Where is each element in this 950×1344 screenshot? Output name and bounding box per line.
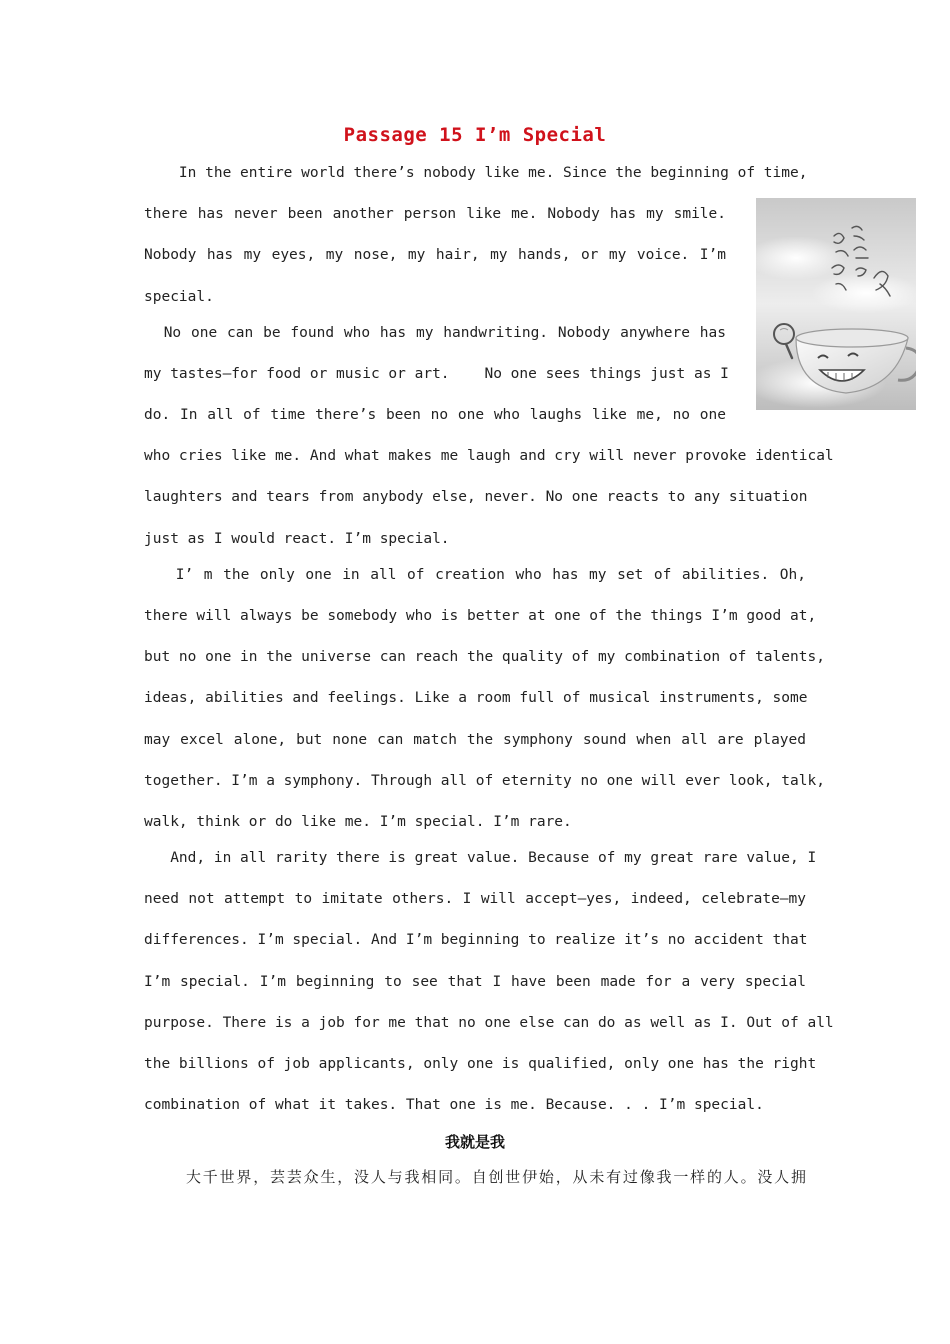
passage-line: purpose. There is a job for me that no one else can do as well as I. Out of all bbox=[144, 1015, 834, 1031]
passage-line: Nobody has my eyes, my nose, my hair, my hands, or my voice. I’m bbox=[144, 247, 726, 263]
passage-title: Passage 15 I’m Special bbox=[343, 124, 607, 146]
passage-line: the billions of job applicants, only one is qualified, only one has the right bbox=[144, 1056, 817, 1072]
passage-line: just as I would react. I’m special. bbox=[144, 531, 450, 547]
passage-line: combination of what it takes. That one is me. Because. . . I’m special. bbox=[144, 1097, 764, 1113]
smiling-cup-illustration-icon bbox=[756, 198, 916, 410]
passage-line: do. In all of time there’s been no one who laughs like me, no one bbox=[144, 407, 726, 423]
chinese-title: 我就是我 bbox=[444, 1133, 505, 1151]
passage-line: walk, think or do like me. I’m special. I’m rare. bbox=[144, 814, 572, 830]
passage-line: but no one in the universe can reach the quality of my combination of talents, bbox=[144, 649, 825, 665]
passage-line: special. bbox=[144, 289, 214, 305]
passage-line: laughters and tears from anybody else, never. No one reacts to any situation bbox=[144, 489, 808, 505]
passage-line: differences. I’m special. And I’m beginning to realize it’s no accident that bbox=[144, 932, 808, 948]
passage-line: I’ m the only one in all of creation who has my set of abilities. Oh, bbox=[144, 567, 806, 583]
passage-line: No one can be found who has my handwriting. Nobody anywhere has bbox=[144, 325, 726, 341]
chinese-paragraph-line: 大千世界，芸芸众生，没人与我相同。自创世伊始，从未有过像我一样的人。没人拥 bbox=[186, 1168, 806, 1186]
passage-line: I’m special. I’m beginning to see that I have been made for a very special bbox=[144, 974, 806, 990]
passage-line: my tastes—for food or music or art. No one sees things just as I bbox=[144, 366, 729, 382]
passage-line: together. I’m a symphony. Through all of eternity no one will ever look, talk, bbox=[144, 773, 825, 789]
passage-line: And, in all rarity there is great value. Because of my great rare value, I bbox=[144, 850, 817, 866]
passage-line: need not attempt to imitate others. I will accept—yes, indeed, celebrate—my bbox=[144, 891, 806, 907]
passage-line: may excel alone, but none can match the symphony sound when all are played bbox=[144, 732, 806, 748]
passage-line: In the entire world there’s nobody like me. Since the beginning of time, bbox=[144, 165, 808, 181]
passage-line: who cries like me. And what makes me laugh and cry will never provoke identical bbox=[144, 448, 834, 464]
passage-line: ideas, abilities and feelings. Like a room full of musical instruments, some bbox=[144, 690, 808, 706]
passage-line: there will always be somebody who is better at one of the things I’m good at, bbox=[144, 608, 817, 624]
passage-line: there has never been another person like me. Nobody has my smile. bbox=[144, 206, 726, 222]
